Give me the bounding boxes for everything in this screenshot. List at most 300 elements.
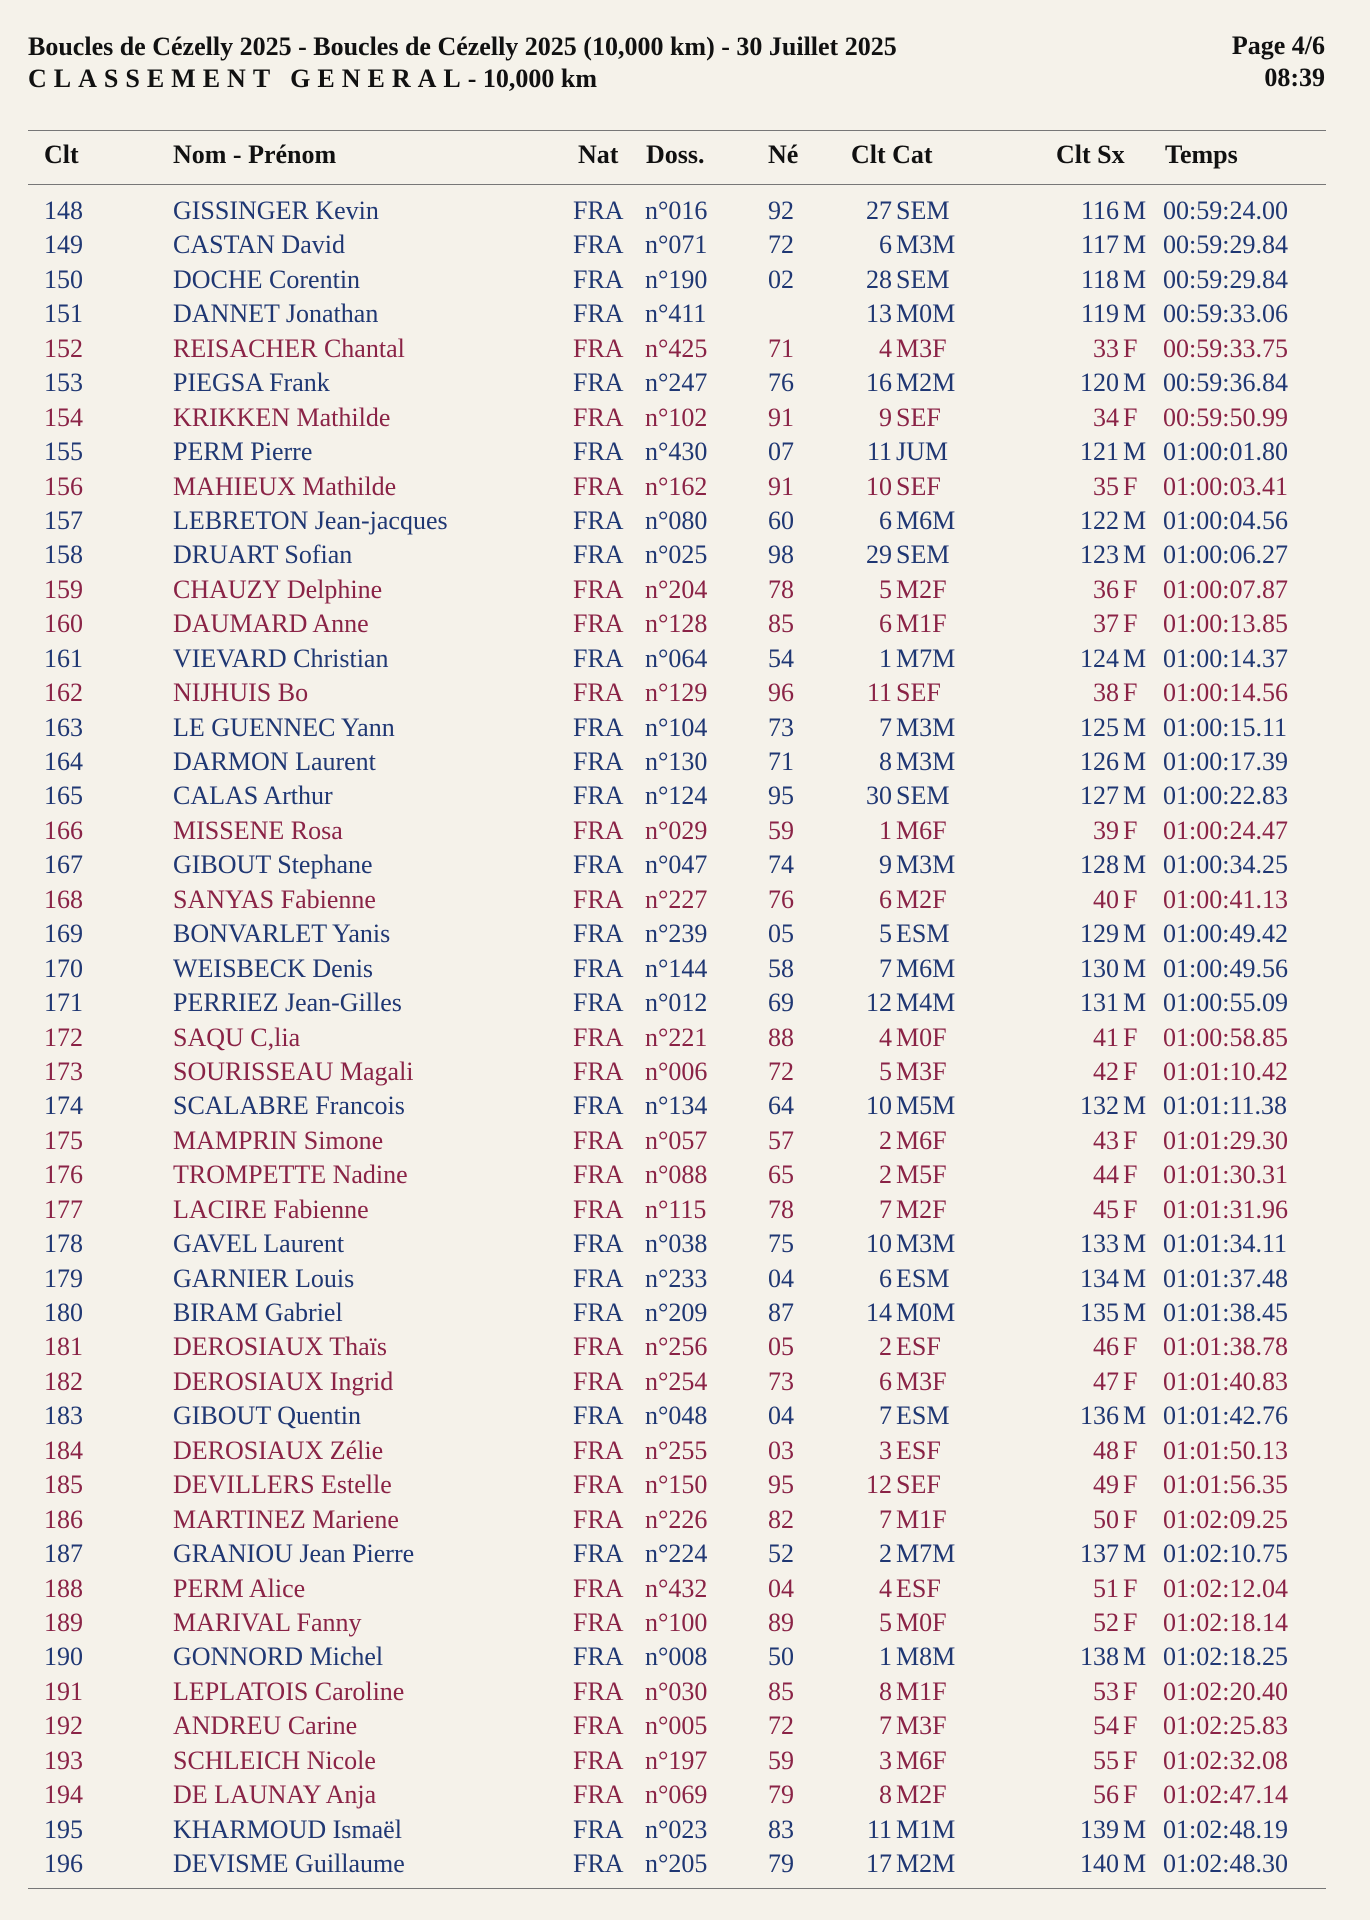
birth-year-cell: 95 — [768, 1470, 794, 1500]
name-cell: GIBOUT Quentin — [173, 1401, 362, 1431]
dossard-cell: n°134 — [645, 1091, 708, 1121]
table-row — [0, 366, 1370, 400]
category-label: M8M — [896, 1642, 956, 1672]
nationality-cell: FRA — [573, 1022, 624, 1052]
category-rank: 7 — [879, 1194, 892, 1224]
sex-label: F — [1123, 1676, 1138, 1706]
name-cell: MAHIEUX Mathilde — [173, 471, 397, 501]
rank-cell: 182 — [44, 1366, 83, 1396]
rank-cell: 163 — [44, 712, 83, 742]
category-rank: 17 — [866, 1849, 892, 1878]
ranking-subtitle — [28, 64, 897, 94]
sex-label: F — [1123, 1435, 1138, 1465]
time-cell: 01:00:17.39 — [1163, 747, 1288, 776]
dossard-cell: n°233 — [645, 1263, 708, 1293]
time-cell: 01:00:14.37 — [1163, 643, 1288, 673]
time-cell: 01:00:22.83 — [1163, 781, 1288, 811]
time-cell: 01:00:01.80 — [1163, 437, 1288, 467]
category-rank: 1 — [879, 815, 892, 845]
category-label: ESM — [896, 1263, 950, 1293]
sex-label: F — [1123, 815, 1138, 845]
subtitle-main: CLASSEMENT GENERAL — [28, 64, 468, 93]
sex-label: M — [1123, 505, 1147, 535]
sex-rank: 129 — [1080, 919, 1119, 949]
birth-year-cell: 75 — [768, 1229, 794, 1259]
category-label: M2F — [896, 1194, 947, 1224]
time-cell: 01:02:48.19 — [1163, 1814, 1288, 1844]
name-cell: GARNIER Louis — [173, 1263, 355, 1293]
time-cell: 00:59:24.00 — [1163, 196, 1288, 225]
category-rank: 28 — [866, 264, 892, 294]
nationality-cell: FRA — [573, 1711, 624, 1741]
time-cell: 01:02:47.14 — [1163, 1780, 1288, 1810]
category-rank: 13 — [866, 299, 892, 329]
sex-rank: 130 — [1080, 953, 1119, 983]
nationality-cell: FRA — [573, 196, 624, 225]
sex-label: M — [1123, 230, 1147, 260]
sex-label: M — [1123, 988, 1147, 1018]
rank-cell: 165 — [44, 781, 83, 811]
birth-year-cell: 72 — [768, 1711, 794, 1741]
time-cell: 01:00:55.09 — [1163, 988, 1288, 1018]
name-cell: ANDREU Carine — [173, 1711, 358, 1741]
category-label: M3M — [896, 230, 956, 260]
rank-cell: 155 — [44, 437, 83, 467]
rank-cell: 157 — [44, 505, 83, 535]
time-cell: 01:02:10.75 — [1163, 1539, 1288, 1569]
sex-rank: 40 — [1093, 884, 1119, 914]
category-label: ESF — [896, 1435, 941, 1465]
birth-year-cell: 52 — [768, 1539, 794, 1569]
dossard-cell: n°226 — [645, 1504, 708, 1534]
time-cell: 01:02:12.04 — [1163, 1573, 1288, 1603]
birth-year-cell: 85 — [768, 1676, 794, 1706]
sex-rank: 118 — [1080, 264, 1119, 294]
dossard-cell: n°197 — [645, 1745, 708, 1775]
nationality-cell: FRA — [573, 1401, 624, 1431]
sex-label: F — [1123, 1194, 1138, 1224]
dossard-cell: n°128 — [645, 609, 708, 639]
birth-year-cell: 73 — [768, 1366, 794, 1396]
time-cell: 01:01:56.35 — [1163, 1470, 1288, 1500]
table-row — [0, 1778, 1370, 1812]
sex-rank: 137 — [1080, 1539, 1119, 1569]
dossard-cell: n°008 — [645, 1642, 708, 1672]
table-row — [0, 1709, 1370, 1743]
rank-cell: 177 — [44, 1194, 83, 1224]
name-cell: DARMON Laurent — [173, 747, 376, 776]
rank-cell: 167 — [44, 850, 83, 880]
header-time: Temps — [1165, 140, 1238, 169]
sex-rank: 135 — [1080, 1298, 1119, 1327]
time-cell: 01:01:38.78 — [1163, 1332, 1288, 1362]
time-cell: 00:59:33.75 — [1163, 333, 1288, 363]
dossard-cell: n°124 — [645, 781, 708, 811]
category-label: M0M — [896, 1298, 956, 1327]
table-row — [0, 1572, 1370, 1606]
rank-cell: 196 — [44, 1849, 83, 1878]
rank-cell: 188 — [44, 1573, 83, 1603]
category-label: M3F — [896, 1056, 947, 1086]
sex-label: M — [1123, 1091, 1147, 1121]
dossard-cell: n°080 — [645, 505, 708, 535]
category-label: M3M — [896, 1229, 956, 1259]
rank-cell: 149 — [44, 230, 83, 260]
nationality-cell: FRA — [573, 1263, 624, 1293]
category-label: SEM — [896, 781, 950, 811]
nationality-cell: FRA — [573, 540, 624, 570]
dossard-cell: n°205 — [645, 1849, 708, 1878]
time-cell: 01:02:32.08 — [1163, 1745, 1288, 1775]
time-cell: 01:02:18.25 — [1163, 1642, 1288, 1672]
name-cell: PERM Pierre — [173, 437, 313, 467]
name-cell: CASTAN David — [173, 230, 345, 260]
category-rank: 11 — [866, 1814, 892, 1844]
rank-cell: 153 — [44, 368, 83, 398]
rank-cell: 161 — [44, 643, 83, 673]
dossard-cell: n°006 — [645, 1056, 708, 1086]
birth-year-cell: 79 — [768, 1849, 794, 1878]
name-cell: DOCHE Corentin — [173, 264, 361, 294]
category-rank: 7 — [879, 712, 892, 742]
time-cell: 01:02:48.30 — [1163, 1849, 1288, 1878]
sex-rank: 36 — [1093, 574, 1119, 604]
birth-year-cell: 78 — [768, 1194, 794, 1224]
category-label: M3M — [896, 747, 956, 776]
sex-label: F — [1123, 333, 1138, 363]
table-row — [0, 435, 1370, 469]
name-cell: MARIVAL Fanny — [173, 1607, 362, 1637]
name-cell: DEVILLERS Estelle — [173, 1470, 392, 1500]
category-rank: 2 — [879, 1332, 892, 1362]
table-row — [0, 917, 1370, 951]
rank-cell: 192 — [44, 1711, 83, 1741]
category-rank: 5 — [879, 1607, 892, 1637]
time-cell: 01:01:31.96 — [1163, 1194, 1288, 1224]
nationality-cell: FRA — [573, 1642, 624, 1672]
sex-label: M — [1123, 299, 1147, 329]
name-cell: SCHLEICH Nicole — [173, 1745, 376, 1775]
dossard-cell: n°047 — [645, 850, 708, 880]
birth-year-cell: 76 — [768, 884, 794, 914]
nationality-cell: FRA — [573, 1056, 624, 1086]
sex-label: M — [1123, 1642, 1147, 1672]
sex-label: F — [1123, 1125, 1138, 1155]
nationality-cell: FRA — [573, 781, 624, 811]
name-cell: SAQU C,lia — [173, 1022, 301, 1052]
category-label: M2F — [896, 574, 947, 604]
sex-rank: 125 — [1080, 712, 1119, 742]
sex-rank: 43 — [1093, 1125, 1119, 1155]
category-rank: 10 — [866, 1229, 892, 1259]
category-label: ESF — [896, 1573, 941, 1603]
category-label: M2F — [896, 884, 947, 914]
dossard-cell: n°064 — [645, 643, 708, 673]
time-cell: 01:00:49.42 — [1163, 919, 1288, 949]
category-label: M4M — [896, 988, 956, 1018]
nationality-cell: FRA — [573, 919, 624, 949]
category-label: SEM — [896, 196, 950, 225]
birth-year-cell: 88 — [768, 1022, 794, 1052]
birth-year-cell: 95 — [768, 781, 794, 811]
category-label: M0F — [896, 1022, 947, 1052]
sex-label: M — [1123, 781, 1147, 811]
sex-rank: 34 — [1093, 402, 1119, 432]
rank-cell: 150 — [44, 264, 83, 294]
table-row — [0, 1640, 1370, 1674]
header-dossard: Doss. — [646, 140, 705, 169]
table-row — [0, 228, 1370, 262]
sex-rank: 128 — [1080, 850, 1119, 880]
table-row — [0, 1468, 1370, 1502]
category-label: ESF — [896, 1332, 941, 1362]
dossard-cell: n°102 — [645, 402, 708, 432]
rank-cell: 191 — [44, 1676, 83, 1706]
sex-label: M — [1123, 264, 1147, 294]
top-divider — [28, 130, 1326, 131]
nationality-cell: FRA — [573, 1298, 624, 1327]
sex-label: F — [1123, 574, 1138, 604]
table-row — [0, 607, 1370, 641]
print-time: 08:39 — [1264, 63, 1325, 92]
sex-rank: 119 — [1080, 299, 1119, 329]
table-row — [0, 1330, 1370, 1364]
name-cell: VIEVARD Christian — [173, 643, 389, 673]
category-rank: 3 — [879, 1435, 892, 1465]
sex-rank: 37 — [1093, 609, 1119, 639]
category-label: M1F — [896, 1676, 947, 1706]
time-cell: 01:01:34.11 — [1163, 1229, 1287, 1259]
category-label: SEF — [896, 402, 941, 432]
category-label: M3F — [896, 1366, 947, 1396]
time-cell: 01:00:14.56 — [1163, 678, 1288, 708]
sex-rank: 45 — [1093, 1194, 1119, 1224]
nationality-cell: FRA — [573, 643, 624, 673]
name-cell: MARTINEZ Mariene — [173, 1504, 399, 1534]
page-header — [28, 30, 897, 94]
name-cell: KHARMOUD Ismaël — [173, 1814, 402, 1844]
name-cell: BIRAM Gabriel — [173, 1298, 343, 1327]
dossard-cell: n°088 — [645, 1160, 708, 1190]
name-cell: LE GUENNEC Yann — [173, 712, 395, 742]
sex-label: F — [1123, 1366, 1138, 1396]
rank-cell: 174 — [44, 1091, 83, 1121]
time-cell: 01:02:18.14 — [1163, 1607, 1288, 1637]
birth-year-cell: 59 — [768, 815, 794, 845]
birth-year-cell: 76 — [768, 368, 794, 398]
rank-cell: 187 — [44, 1539, 83, 1569]
nationality-cell: FRA — [573, 988, 624, 1018]
bottom-divider — [28, 1888, 1326, 1889]
time-cell: 01:00:03.41 — [1163, 471, 1288, 501]
category-rank: 4 — [879, 1022, 892, 1052]
table-row — [0, 1089, 1370, 1123]
time-cell: 01:00:49.56 — [1163, 953, 1288, 983]
nationality-cell: FRA — [573, 1194, 624, 1224]
category-label: M2F — [896, 1780, 947, 1810]
birth-year-cell: 05 — [768, 1332, 794, 1362]
table-row — [0, 848, 1370, 882]
category-rank: 12 — [866, 1470, 892, 1500]
sex-rank: 39 — [1093, 815, 1119, 845]
table-row — [0, 986, 1370, 1020]
category-rank: 5 — [879, 919, 892, 949]
table-row — [0, 1675, 1370, 1709]
dossard-cell: n°048 — [645, 1401, 708, 1431]
nationality-cell: FRA — [573, 471, 624, 501]
sex-label: F — [1123, 884, 1138, 914]
name-cell: DEROSIAUX Thaïs — [173, 1332, 388, 1362]
birth-year-cell: 02 — [768, 264, 794, 294]
table-row — [0, 1124, 1370, 1158]
dossard-cell: n°104 — [645, 712, 708, 742]
category-rank: 1 — [879, 1642, 892, 1672]
header-name: Nom - Prénom — [173, 140, 337, 169]
nationality-cell: FRA — [573, 712, 624, 742]
sex-label: F — [1123, 1022, 1138, 1052]
nationality-cell: FRA — [573, 1366, 624, 1396]
dossard-cell: n°129 — [645, 678, 708, 708]
name-cell: CHAUZY Delphine — [173, 574, 383, 604]
sex-rank: 124 — [1080, 643, 1119, 673]
nationality-cell: FRA — [573, 1849, 624, 1878]
sex-rank: 47 — [1093, 1366, 1119, 1396]
sex-label: M — [1123, 919, 1147, 949]
table-row — [0, 1606, 1370, 1640]
table-row — [0, 642, 1370, 676]
time-cell: 01:00:06.27 — [1163, 540, 1288, 570]
nationality-cell: FRA — [573, 1745, 624, 1775]
table-row — [0, 1262, 1370, 1296]
header-clt: Clt — [44, 140, 79, 169]
name-cell: LACIRE Fabienne — [173, 1194, 369, 1224]
sex-rank: 140 — [1080, 1849, 1119, 1878]
sex-rank: 132 — [1080, 1091, 1119, 1121]
rank-cell: 158 — [44, 540, 83, 570]
time-cell: 01:00:58.85 — [1163, 1022, 1288, 1052]
sex-rank: 42 — [1093, 1056, 1119, 1086]
header-nat: Nat — [578, 140, 619, 169]
category-rank: 1 — [879, 643, 892, 673]
nationality-cell: FRA — [573, 1091, 624, 1121]
sex-rank: 54 — [1093, 1711, 1119, 1741]
time-cell: 01:01:37.48 — [1163, 1263, 1288, 1293]
rank-cell: 180 — [44, 1298, 83, 1327]
category-rank: 4 — [879, 1573, 892, 1603]
sex-label: M — [1123, 1229, 1147, 1259]
nationality-cell: FRA — [573, 1332, 624, 1362]
subtitle-distance: - 10,000 km — [467, 64, 598, 93]
time-cell: 01:00:34.25 — [1163, 850, 1288, 880]
time-cell: 01:01:29.30 — [1163, 1125, 1288, 1155]
nationality-cell: FRA — [573, 299, 624, 329]
dossard-cell: n°115 — [645, 1194, 707, 1224]
sex-rank: 49 — [1093, 1470, 1119, 1500]
rank-cell: 152 — [44, 333, 83, 363]
nationality-cell: FRA — [573, 574, 624, 604]
dossard-cell: n°221 — [645, 1022, 708, 1052]
sex-rank: 139 — [1080, 1814, 1119, 1844]
table-row — [0, 332, 1370, 366]
dossard-cell: n°432 — [645, 1573, 708, 1603]
name-cell: KRIKKEN Mathilde — [173, 402, 391, 432]
sex-rank: 51 — [1093, 1573, 1119, 1603]
dossard-cell: n°247 — [645, 368, 708, 398]
time-cell: 01:01:42.76 — [1163, 1401, 1288, 1431]
category-rank: 9 — [879, 850, 892, 880]
rank-cell: 178 — [44, 1229, 83, 1259]
sex-label: F — [1123, 402, 1138, 432]
nationality-cell: FRA — [573, 1435, 624, 1465]
time-cell: 01:01:11.38 — [1163, 1091, 1287, 1121]
table-row — [0, 883, 1370, 917]
nationality-cell: FRA — [573, 747, 624, 776]
sex-label: F — [1123, 1056, 1138, 1086]
dossard-cell: n°012 — [645, 988, 708, 1018]
nationality-cell: FRA — [573, 850, 624, 880]
dossard-cell: n°256 — [645, 1332, 708, 1362]
rank-cell: 160 — [44, 609, 83, 639]
nationality-cell: FRA — [573, 1780, 624, 1810]
name-cell: GONNORD Michel — [173, 1642, 384, 1672]
sex-rank: 46 — [1093, 1332, 1119, 1362]
category-rank: 7 — [879, 1504, 892, 1534]
category-rank: 6 — [879, 1366, 892, 1396]
sex-rank: 50 — [1093, 1504, 1119, 1534]
nationality-cell: FRA — [573, 230, 624, 260]
dossard-cell: n°239 — [645, 919, 708, 949]
birth-year-cell: 04 — [768, 1401, 794, 1431]
sex-rank: 131 — [1080, 988, 1119, 1018]
table-row — [0, 745, 1370, 779]
sex-label: F — [1123, 1607, 1138, 1637]
dossard-cell: n°005 — [645, 1711, 708, 1741]
category-rank: 2 — [879, 1125, 892, 1155]
time-cell: 01:00:41.13 — [1163, 884, 1288, 914]
rank-cell: 162 — [44, 678, 83, 708]
sex-rank: 48 — [1093, 1435, 1119, 1465]
nationality-cell: FRA — [573, 953, 624, 983]
sex-rank: 122 — [1080, 505, 1119, 535]
sex-rank: 38 — [1093, 678, 1119, 708]
name-cell: PERRIEZ Jean-Gilles — [173, 988, 402, 1018]
rank-cell: 193 — [44, 1745, 83, 1775]
dossard-cell: n°023 — [645, 1814, 708, 1844]
sex-label: F — [1123, 1780, 1138, 1810]
table-row — [0, 263, 1370, 297]
event-title: Boucles de Cézelly 2025 - Boucles de Cézelly 2025 (10,000 km) - 30 Juillet 2025 — [28, 32, 897, 61]
birth-year-cell: 59 — [768, 1745, 794, 1775]
dossard-cell: n°030 — [645, 1676, 708, 1706]
dossard-cell: n°057 — [645, 1125, 708, 1155]
birth-year-cell: 65 — [768, 1160, 794, 1190]
birth-year-cell: 05 — [768, 919, 794, 949]
table-row — [0, 1813, 1370, 1847]
category-rank: 6 — [879, 505, 892, 535]
category-label: M6M — [896, 953, 956, 983]
table-row — [0, 952, 1370, 986]
dossard-cell: n°016 — [645, 196, 708, 225]
sex-rank: 127 — [1080, 781, 1119, 811]
dossard-cell: n°227 — [645, 884, 708, 914]
table-row — [0, 1847, 1370, 1881]
nationality-cell: FRA — [573, 1814, 624, 1844]
name-cell: PERM Alice — [173, 1573, 306, 1603]
category-label: M6F — [896, 1745, 947, 1775]
sex-rank: 53 — [1093, 1676, 1119, 1706]
time-cell: 00:59:36.84 — [1163, 368, 1288, 398]
nationality-cell: FRA — [573, 402, 624, 432]
